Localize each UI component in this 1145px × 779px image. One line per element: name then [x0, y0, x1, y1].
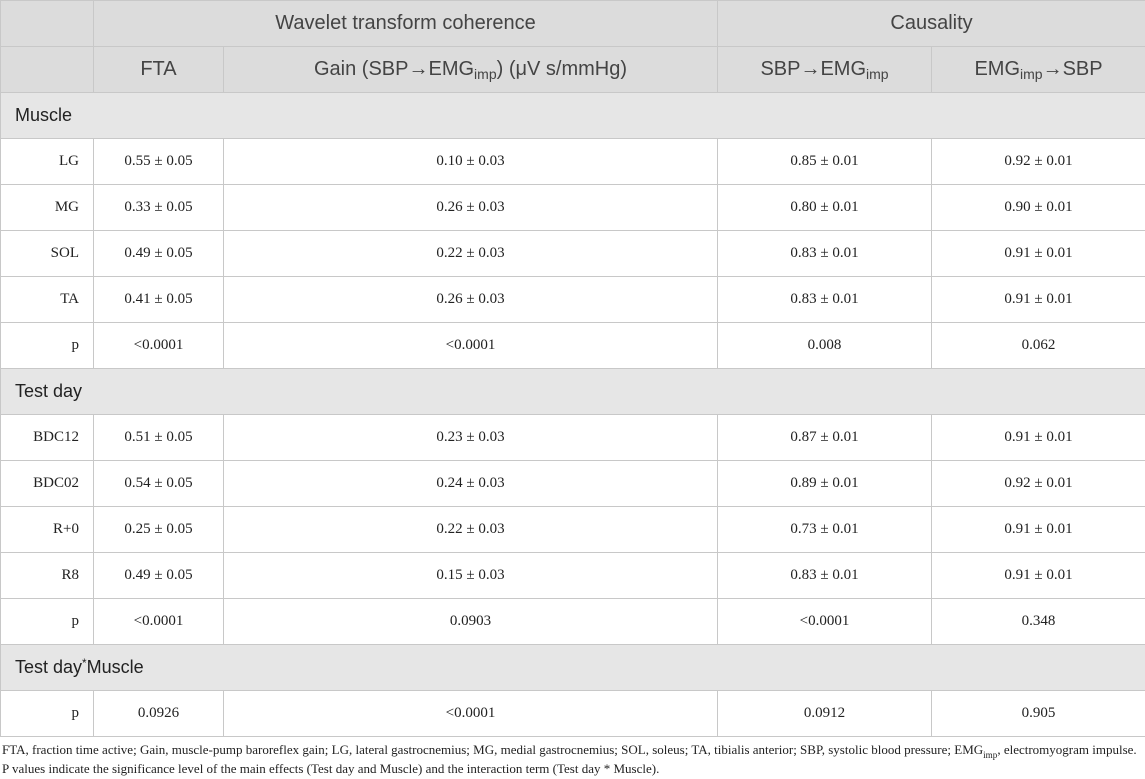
- cell-fta: <0.0001: [94, 323, 224, 369]
- row-label: R+0: [1, 507, 94, 553]
- section-title-post: Muscle: [86, 657, 144, 677]
- cell-sbp-emg: 0.73 ± 0.01: [718, 507, 932, 553]
- table-row: [1, 553, 1145, 599]
- cell-emg-sbp: 0.90 ± 0.01: [932, 185, 1145, 231]
- cell-gain: 0.15 ± 0.03: [224, 553, 718, 599]
- row-label: p: [1, 691, 94, 737]
- row-label: BDC12: [1, 415, 94, 461]
- cell-sbp-emg: 0.80 ± 0.01: [718, 185, 932, 231]
- cell-fta: 0.49 ± 0.05: [94, 231, 224, 277]
- cell-gain: 0.24 ± 0.03: [224, 461, 718, 507]
- table-footnote: [2, 740, 1142, 778]
- cell-emg-sbp: 0.91 ± 0.01: [932, 507, 1145, 553]
- header-emg-sbp-pre: EMG: [974, 58, 1020, 80]
- footnote-sub: imp: [983, 750, 998, 760]
- cell-sbp-emg: 0.85 ± 0.01: [718, 139, 932, 185]
- footnote-text-post: , electromyogram impulse. P values indicate the significance level of the main effects (Test day and Muscle) and the interaction term (Test day * Muscle).: [2, 742, 1137, 776]
- cell-emg-sbp: 0.91 ± 0.01: [932, 231, 1145, 277]
- cell-sbp-emg: 0.89 ± 0.01: [718, 461, 932, 507]
- table-row: [1, 415, 1145, 461]
- header-gain-sub: imp: [474, 66, 497, 82]
- header-emg-sbp-post: →SBP: [1042, 58, 1103, 80]
- header-emg-sbp-sub: imp: [1020, 66, 1043, 82]
- table-row: [1, 691, 1145, 737]
- row-label: MG: [1, 185, 94, 231]
- cell-emg-sbp: 0.062: [932, 323, 1145, 369]
- cell-emg-sbp: 0.91 ± 0.01: [932, 415, 1145, 461]
- cell-sbp-emg: 0.0912: [718, 691, 932, 737]
- cell-sbp-emg: 0.83 ± 0.01: [718, 553, 932, 599]
- row-label: SOL: [1, 231, 94, 277]
- table-row: [1, 277, 1145, 323]
- header-sbp-emg-sub: imp: [866, 66, 889, 82]
- cell-emg-sbp: 0.905: [932, 691, 1145, 737]
- header-wavelet-group: Wavelet transform coherence: [94, 1, 718, 47]
- section-title: [1, 645, 1145, 691]
- row-label: LG: [1, 139, 94, 185]
- cell-emg-sbp: 0.91 ± 0.01: [932, 553, 1145, 599]
- cell-sbp-emg: 0.008: [718, 323, 932, 369]
- cell-gain: <0.0001: [224, 691, 718, 737]
- row-label: p: [1, 323, 94, 369]
- table-row: [1, 231, 1145, 277]
- cell-emg-sbp: 0.91 ± 0.01: [932, 277, 1145, 323]
- cell-fta: 0.33 ± 0.05: [94, 185, 224, 231]
- header-gain: [224, 47, 718, 93]
- cell-sbp-emg: 0.83 ± 0.01: [718, 277, 932, 323]
- cell-fta: 0.55 ± 0.05: [94, 139, 224, 185]
- cell-fta: 0.54 ± 0.05: [94, 461, 224, 507]
- cell-gain: 0.22 ± 0.03: [224, 507, 718, 553]
- footnote-text-pre: FTA, fraction time active; Gain, muscle-pump baroreflex gain; LG, lateral gastrocnemius; MG, medial gastrocnemius; SOL, soleus; TA, tibialis anterior; SBP, systolic blood pressure; EMG: [2, 742, 984, 757]
- cell-emg-sbp: 0.348: [932, 599, 1145, 645]
- table-row: [1, 507, 1145, 553]
- cell-fta: <0.0001: [94, 599, 224, 645]
- header-gain-pre: Gain (SBP→EMG: [314, 58, 475, 80]
- cell-sbp-emg: 0.83 ± 0.01: [718, 231, 932, 277]
- section-row-test-day: [1, 369, 1145, 415]
- header-gain-post: ) (μV s/mmHg): [496, 58, 628, 80]
- cell-gain: 0.26 ± 0.03: [224, 185, 718, 231]
- header-emg-sbp: [932, 47, 1145, 93]
- header-corner-2: [1, 47, 94, 93]
- cell-gain: 0.26 ± 0.03: [224, 277, 718, 323]
- section-title-pre: Test day: [15, 657, 83, 677]
- header-fta: FTA: [94, 47, 224, 93]
- section-title: Muscle: [1, 93, 1145, 139]
- row-label: TA: [1, 277, 94, 323]
- cell-sbp-emg: <0.0001: [718, 599, 932, 645]
- section-row-muscle: [1, 93, 1145, 139]
- row-label: R8: [1, 553, 94, 599]
- table-row: [1, 599, 1145, 645]
- cell-fta: 0.41 ± 0.05: [94, 277, 224, 323]
- cell-emg-sbp: 0.92 ± 0.01: [932, 461, 1145, 507]
- table-row: [1, 185, 1145, 231]
- cell-emg-sbp: 0.92 ± 0.01: [932, 139, 1145, 185]
- header-corner: [1, 1, 94, 47]
- cell-gain: 0.22 ± 0.03: [224, 231, 718, 277]
- cell-gain: <0.0001: [224, 323, 718, 369]
- header-column-row: [1, 47, 1145, 93]
- section-title-sup: *: [82, 657, 87, 670]
- cell-gain: 0.10 ± 0.03: [224, 139, 718, 185]
- header-sbp-emg: [718, 47, 932, 93]
- table-row: [1, 461, 1145, 507]
- header-sbp-emg-pre: SBP→EMG: [760, 58, 867, 80]
- cell-fta: 0.0926: [94, 691, 224, 737]
- table-row: [1, 323, 1145, 369]
- cell-sbp-emg: 0.87 ± 0.01: [718, 415, 932, 461]
- cell-fta: 0.49 ± 0.05: [94, 553, 224, 599]
- cell-gain: 0.23 ± 0.03: [224, 415, 718, 461]
- cell-fta: 0.25 ± 0.05: [94, 507, 224, 553]
- cell-fta: 0.51 ± 0.05: [94, 415, 224, 461]
- section-row-interaction: [1, 645, 1145, 691]
- header-causality-group: Causality: [718, 1, 1145, 47]
- cell-gain: 0.0903: [224, 599, 718, 645]
- section-title: Test day: [1, 369, 1145, 415]
- row-label: BDC02: [1, 461, 94, 507]
- header-group-row: [1, 1, 1145, 47]
- row-label: p: [1, 599, 94, 645]
- table-row: [1, 139, 1145, 185]
